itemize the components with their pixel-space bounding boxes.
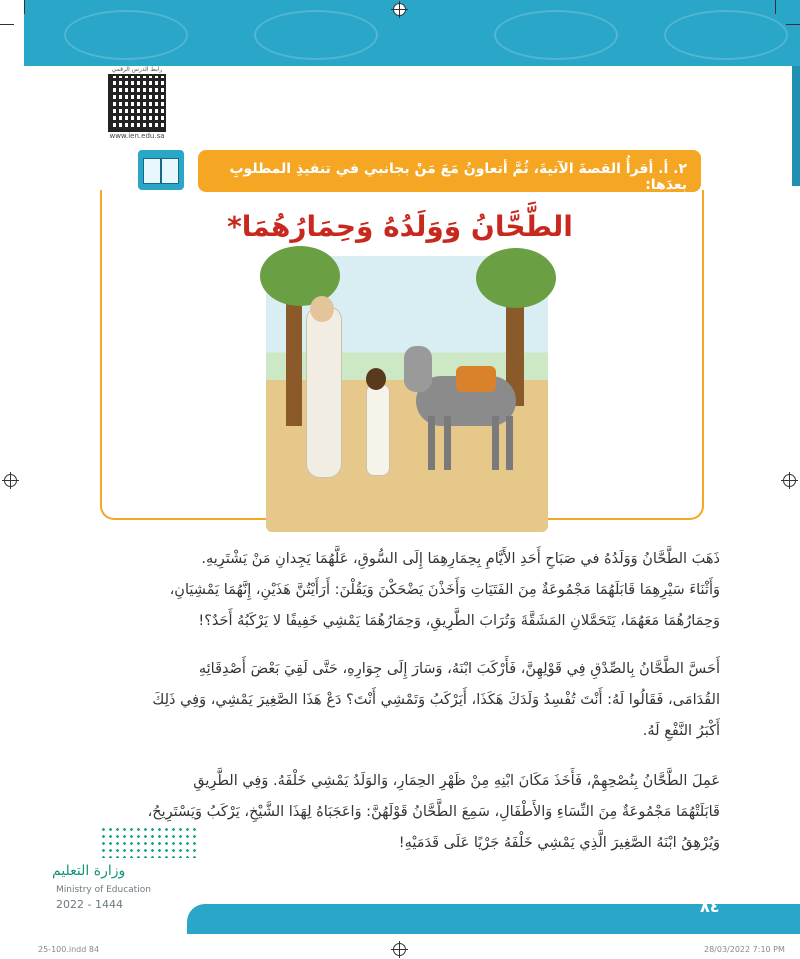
registration-mark-icon — [783, 474, 796, 487]
banner-ornament — [64, 10, 188, 60]
story-paragraph — [86, 544, 720, 637]
boy-figure — [366, 384, 390, 476]
story-line: أَكْبَرُ النَّفْعِ لَهُ. — [642, 723, 720, 739]
qr-code-block[interactable] — [104, 66, 170, 144]
banner-ornament — [664, 10, 788, 60]
banner-ornament — [254, 10, 378, 60]
crop-mark — [775, 0, 776, 14]
task-instruction: ٢. أ. أقرأُ القصةَ الآتيةَ، ثُمَّ أتعاونُ مَعَ مَنْ بجانبي في تنفيذِ المطلوبِ بعدَها: — [229, 161, 687, 193]
print-slug-file: 25-100.indd 84 — [38, 945, 100, 954]
story-line: القُدَامَى، فَقَالُوا لَهُ: أَنْتَ تُفْسِدُ وَلَدَكَ هَكَذَا، أَيَرْكَبُ وَتَمْشِي أَنْتَ؟ دَعْ هَذَا الصَّغِيرَ يَمْشِي، وَفِي ذَلِكَ — [152, 692, 720, 708]
top-banner — [24, 0, 800, 66]
donkey-leg — [428, 416, 435, 470]
story-paragraph — [86, 654, 720, 747]
story-line: قَابَلَتْهُمَا مَجْمُوعَةٌ مِنَ النِّسَاءِ وَالأَطْفَالِ، سَمِعَ الطَّحَّانُ قَوْلَهُنَّ: وَاعَجَبَاهُ لِهَذَا الشَّيْخِ، يَرْكَبُ وَيَسْتَرِيحُ، — [147, 804, 720, 820]
print-slug-date: 28/03/2022 7:10 PM — [704, 945, 785, 954]
registration-mark-icon — [393, 943, 406, 956]
story-line: وَأَثْنَاءَ سَيْرِهِمَا قَابَلَهُمَا مَجْمُوعَةٌ مِنَ الفَتَيَاتِ وَأَخَذْنَ يَضْحَكْنَ وَيَقُلْنَ: أَرَأَيْتُنَّ هَذَيْنِ، إِنَّهُمَا يَمْشِيَانِ، — [169, 582, 720, 598]
book-icon — [138, 150, 184, 190]
crop-mark — [0, 24, 14, 25]
donkey-leg — [506, 416, 513, 470]
donkey-head — [404, 346, 432, 392]
donkey-leg — [444, 416, 451, 470]
ministry-name-en: Ministry of Education — [56, 885, 151, 895]
story-illustration — [266, 256, 548, 532]
donkey-leg — [492, 416, 499, 470]
story-line: أَحَسَّ الطَّحَّانُ بِالصِّدْقِ فِي قَوْلِهِنَّ، فَأَرْكَبَ ابْنَهُ، وَسَارَ إِلَى جِوَارِهِ، حَتَّى لَقِيَ بَعْضَ أَصْدِقَائِهِ — [198, 661, 720, 677]
miller-head — [310, 296, 334, 322]
qr-caption: رابط الدرس الرقمي — [111, 66, 163, 73]
page-number: ٨٤ — [700, 897, 720, 916]
ministry-year: 2022 - 1444 — [56, 898, 123, 911]
tree-leaves — [476, 248, 556, 308]
registration-mark-icon — [393, 3, 406, 16]
ministry-logo-icon — [100, 826, 200, 858]
task-instruction-bar — [198, 150, 701, 192]
qr-code-icon[interactable] — [110, 76, 164, 130]
banner-ornament — [494, 10, 618, 60]
story-line: وَحِمَارُهُمَا مَعَهُمَا، يَتَحَمَّلانِ المَشَقَّةَ وَتُرَابَ الطَّرِيقِ، وَحِمَارُهُمَا يَمْشِي خَفِيفًا لا يَرْكَبُهُ أَحَدٌ؟! — [198, 613, 720, 629]
story-title: الطَّحَّانُ وَوَلَدُهُ وَحِمَارُهُمَا* — [227, 210, 573, 243]
ministry-name-ar: وزارة التعليم — [52, 863, 126, 879]
crop-mark — [24, 0, 25, 14]
story-line: عَمِلَ الطَّحَّانُ بِنُصْحِهِمْ، فَأَخَذَ مَكَانَ ابْنِهِ مِنْ ظَهْرِ الحِمَارِ، وَالوَلَدُ يَمْشِي خَلْفَهُ. وَفِي الطَّرِيقِ — [193, 773, 720, 789]
story-line: وَيُرْهِقُ ابْنَهُ الصَّغِيرَ الَّذِي يَمْشِي خَلْفَهُ جَرْيًا عَلَى قَدَمَيْهِ! — [398, 835, 720, 851]
qr-url: www.ien.edu.sa — [109, 132, 165, 140]
miller-figure — [306, 306, 342, 478]
page-edge-strip — [792, 66, 800, 186]
donkey-saddle — [456, 366, 496, 392]
boy-head — [366, 368, 386, 390]
crop-mark — [786, 24, 800, 25]
registration-mark-icon — [4, 474, 17, 487]
story-line: ذَهَبَ الطَّحَّانُ وَوَلَدُهُ في صَبَاحِ أَحَدِ الأَيَّامِ بِحِمَارِهِمَا إِلَى السُّوقِ، عَلَّهُمَا يَجِدانِ مَنْ يَشْتَرِيهِ. — [201, 551, 720, 567]
